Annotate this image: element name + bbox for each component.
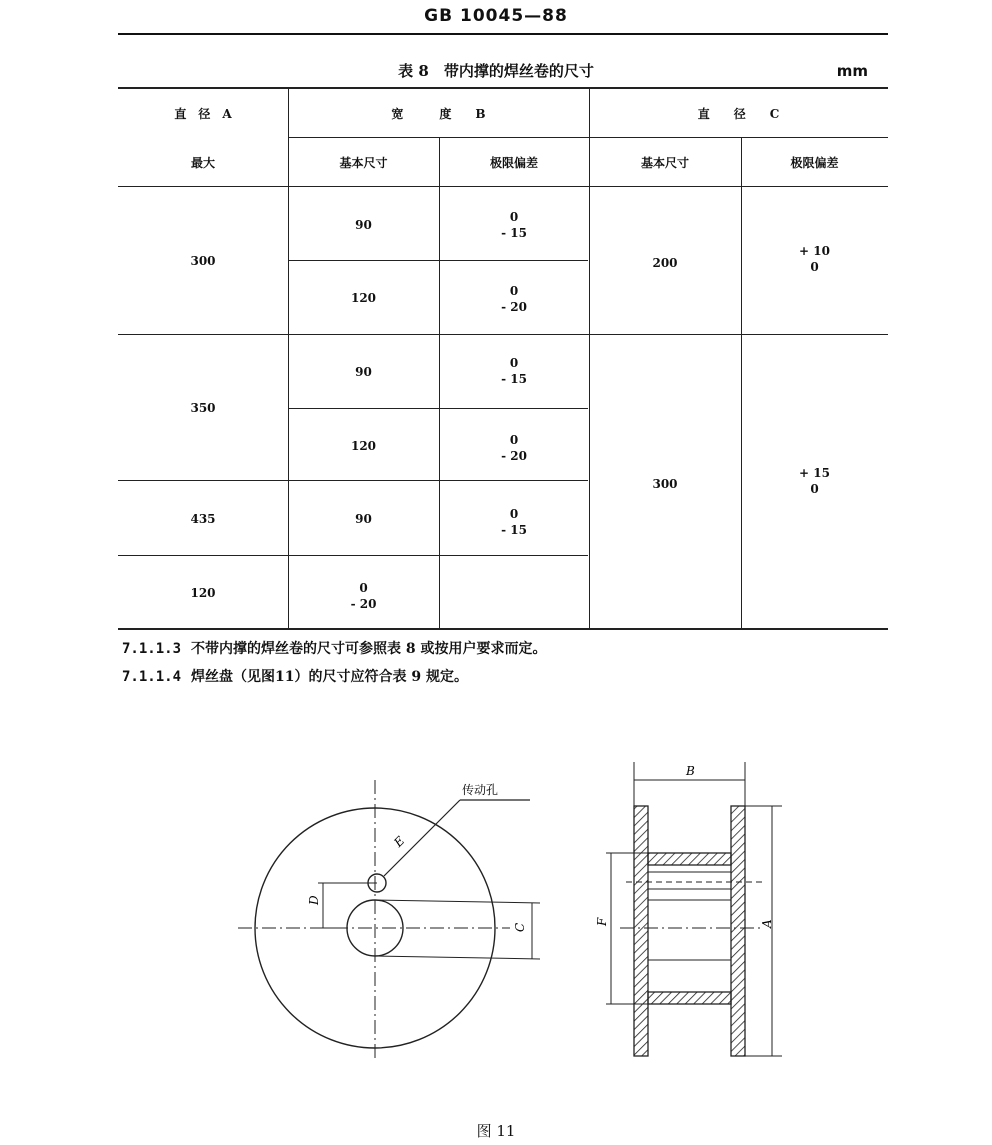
- head-tolerance: 极限偏差: [790, 156, 839, 170]
- cell-tolerance-lower: - 15: [501, 372, 527, 386]
- cell-tolerance-lower: - 15: [501, 523, 527, 537]
- cell-tolerance-lower: - 15: [501, 226, 527, 240]
- spool-section-view: [606, 762, 782, 1056]
- cell-width-basic: 90: [355, 365, 372, 379]
- cell-width-basic: 90: [355, 218, 372, 232]
- cell-tolerance-lower: - 20: [501, 300, 527, 314]
- head-tolerance: 极限偏差: [489, 156, 538, 170]
- drum-top: [648, 853, 731, 865]
- head-basic-size: 基本尺寸: [339, 156, 388, 170]
- table-caption: 表 8 带内撑的焊丝卷的尺寸: [398, 62, 594, 80]
- label-e: E: [391, 833, 408, 850]
- cell-tolerance-upper: 0: [509, 507, 519, 521]
- cell-tolerance-upper: 0: [509, 284, 519, 298]
- head-max: 最大: [190, 156, 215, 170]
- head-diameter-c: 直 径 C: [697, 107, 780, 121]
- label-drive-hole: 传动孔: [462, 783, 499, 797]
- cell-tolerance-lower: - 20: [501, 449, 527, 463]
- cell-width-basic: 120: [350, 439, 377, 453]
- cell-c-tolerance-lower: 0: [810, 260, 819, 274]
- cell-tolerance-upper: 0: [509, 356, 519, 370]
- label-b: B: [686, 764, 695, 778]
- table-unit: mm: [836, 62, 868, 80]
- cell-diameter-c: 200: [652, 256, 678, 270]
- cell-tolerance-upper: 0: [509, 433, 519, 447]
- label-a: A: [760, 919, 774, 928]
- left-flange: [634, 806, 648, 1056]
- cell-diameter-a: 435: [190, 512, 216, 526]
- cell-c-tolerance-lower: 0: [810, 482, 819, 496]
- cell-width-tolerance-lower: - 20: [350, 597, 377, 611]
- clause-text: 不带内撑的焊丝卷的尺寸可参照表 8 或按用户要求而定。: [191, 641, 547, 657]
- head-width-b: 宽 度 B: [391, 107, 486, 121]
- cell-width-tolerance-upper: 0: [359, 581, 368, 595]
- drum-bottom: [648, 992, 731, 1004]
- cell-c-tolerance-upper: + 10: [799, 244, 830, 258]
- head-diameter-a: 直 径 A: [174, 107, 232, 121]
- cell-width-basic: 90: [355, 512, 372, 526]
- cell-diameter-c: 300: [652, 477, 678, 491]
- cell-c-tolerance-upper: + 15: [799, 466, 830, 480]
- clause-text: 焊丝盘（见图11）的尺寸应符合表 9 规定。: [191, 669, 468, 685]
- label-d: D: [307, 895, 321, 905]
- clause-number: 7.1.1.4: [122, 669, 182, 685]
- head-basic-size: 基本尺寸: [640, 156, 689, 170]
- cell-diameter-a: 350: [190, 401, 216, 415]
- label-c: C: [513, 922, 527, 932]
- spool-front-view: [238, 780, 540, 1060]
- standard-header: GB 10045—88: [424, 6, 568, 26]
- figure-caption: 图 11: [476, 1122, 516, 1140]
- right-flange: [731, 806, 745, 1056]
- label-f: F: [595, 917, 609, 926]
- clause-number: 7.1.1.3: [122, 641, 182, 657]
- cell-width-basic: 120: [350, 291, 377, 305]
- cell-tolerance-upper: 0: [509, 210, 519, 224]
- cell-diameter-a: 120: [190, 586, 216, 600]
- cell-diameter-a: 300: [190, 254, 216, 268]
